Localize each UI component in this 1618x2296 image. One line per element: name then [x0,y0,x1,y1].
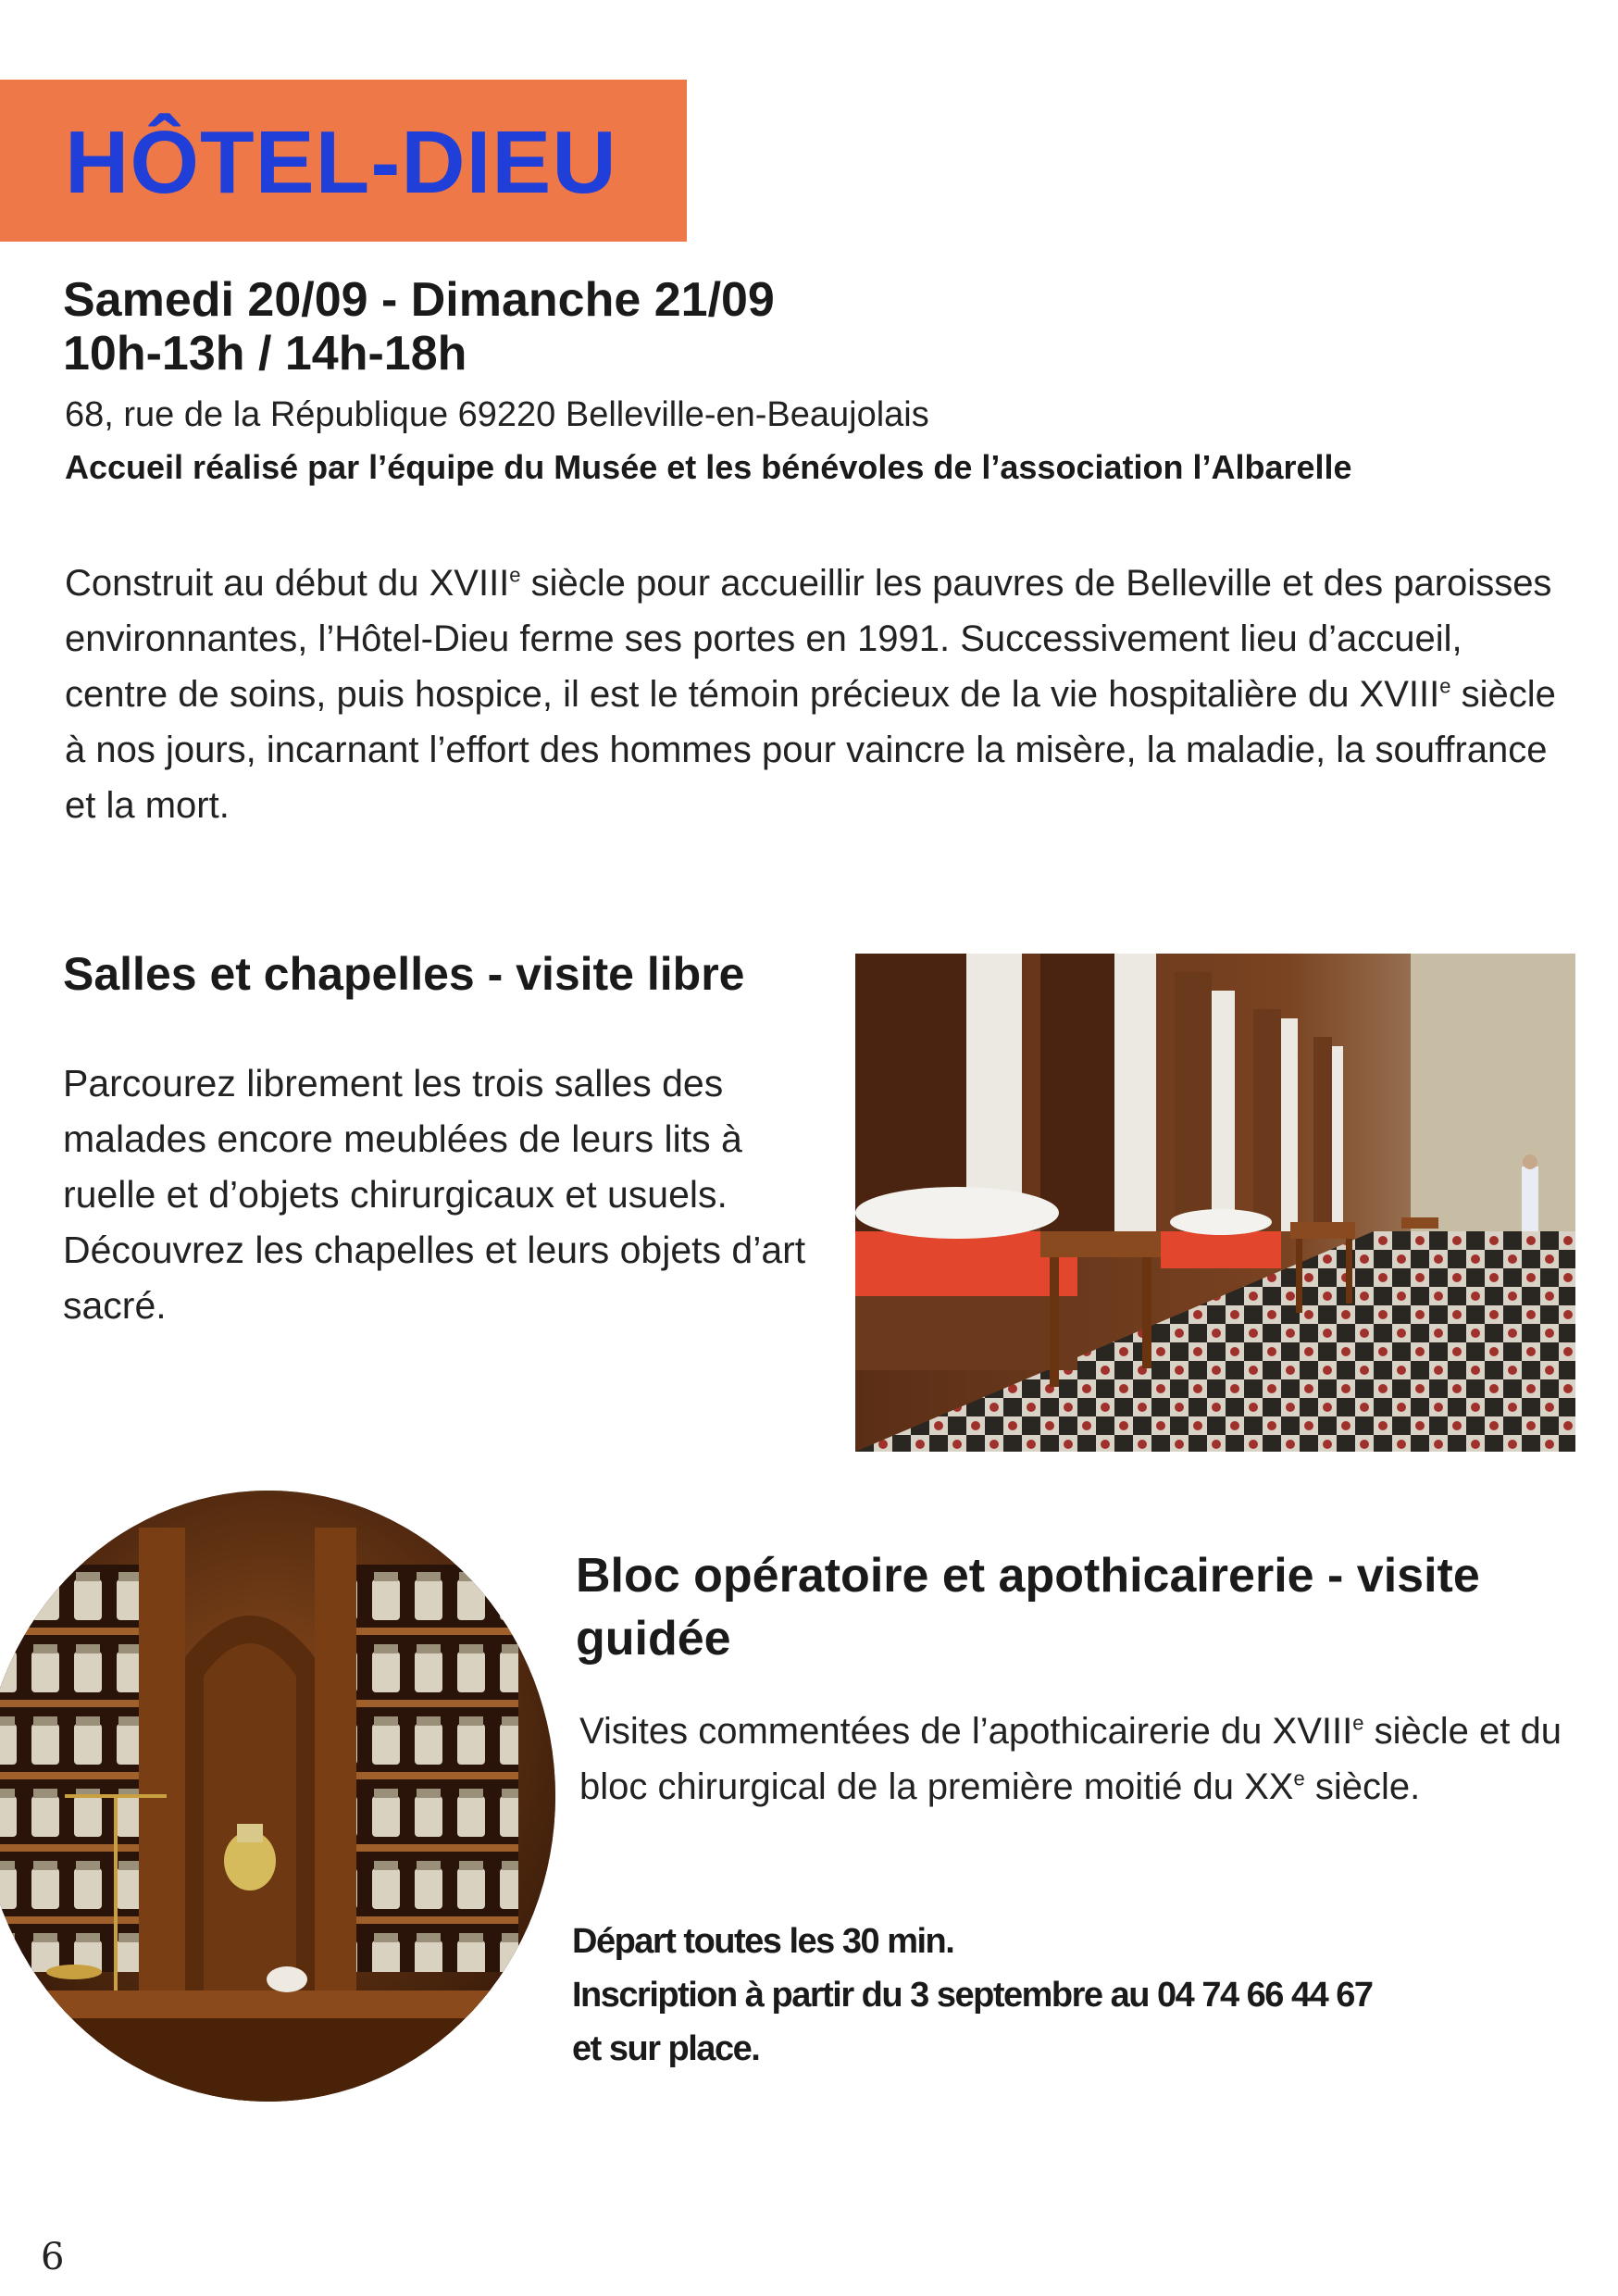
page-title: HÔTEL-DIEU [65,113,617,212]
bloc-heading: Bloc opératoire et apothicairerie - visite guidée [576,1549,1480,1666]
apothecary-photo [0,1491,555,2102]
page-number: 6 [41,2236,65,2278]
departure-line-3: et sur place. [572,2029,760,2068]
departure-info [572,1915,1572,2076]
event-hours: 10h-13h / 14h-18h [63,327,467,381]
salles-text: Parcourez librement les trois salles des malades encore meublées de leurs lits à ruelle et d’objets chirurgicaux et usuels. Découvrez les chapelles et leurs objets d’art sacré. [63,1062,806,1327]
departure-line-2: Inscription à partir du 3 septembre au 04 74 66 44 67 [572,1976,1373,2015]
salles-heading: Salles et chapelles - visite libre [63,948,745,1000]
intro-paragraph: Construit au début du XVIIIe siècle pour accueillir les pauvres de Belleville et des paroisses environnantes, l’Hôtel-Dieu ferme ses portes en 1991. Successivement lieu d’accueil, centre de soins, puis hospice, il est le témoin précieux de la vie hospitalière du XVIIIe siècle à nos jours, incarnant l’effort des hommes pour vaincre la misère, la maladie, la souffrance et la mort. [65,563,1556,826]
departure-line-1: Départ toutes les 30 min. [572,1922,954,1961]
hospital-ward-photo [855,954,1575,1452]
event-welcome-note: Accueil réalisé par l’équipe du Musée et les bénévoles de l’association l’Albarelle [65,448,1352,486]
bloc-text: Visites commentées de l’apothicairerie du XVIIIe siècle et du bloc chirurgical de la première moitié du XXe siècle. [579,1711,1562,1807]
event-dates: Samedi 20/09 - Dimanche 21/09 [63,273,775,327]
event-address: 68, rue de la République 69220 Belleville-en-Beaujolais [65,395,929,434]
